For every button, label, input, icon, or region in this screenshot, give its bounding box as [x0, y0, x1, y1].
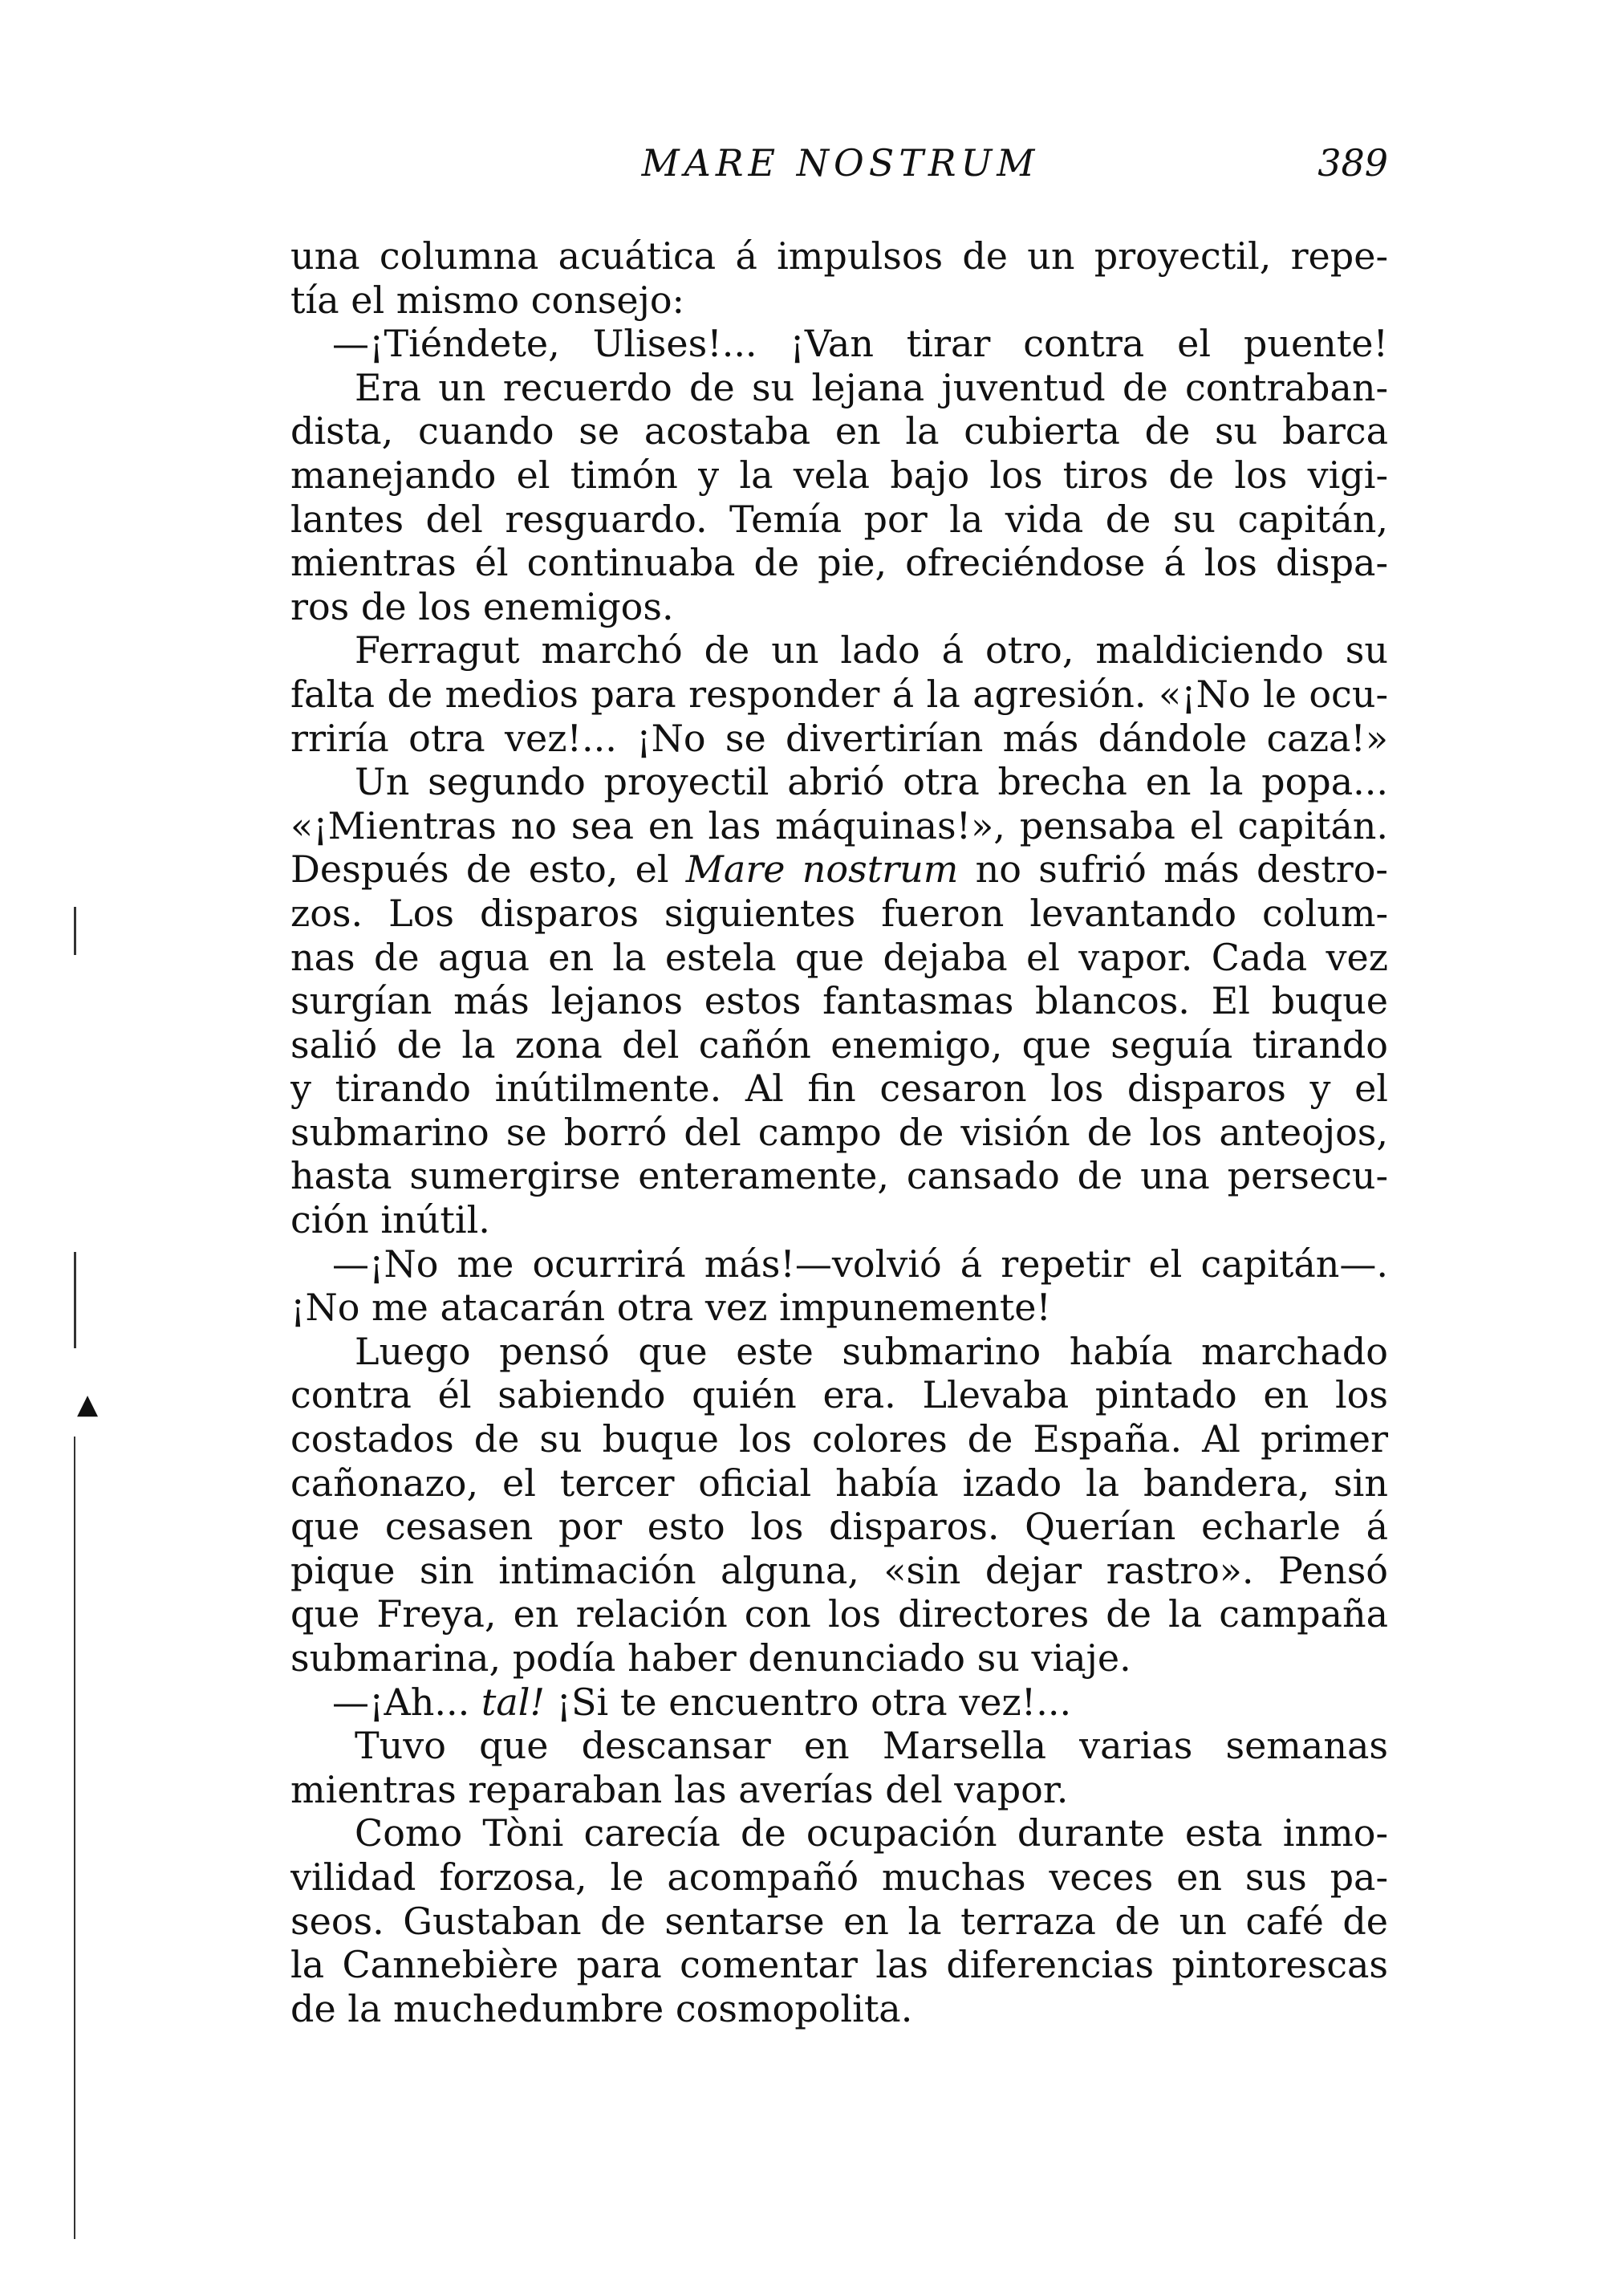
text-line: Como Tòni carecía de ocupación durante esta inmo-	[355, 1811, 1388, 1855]
text-line: tía el mismo consejo:	[290, 278, 685, 322]
italic-segment: tal!	[481, 1680, 545, 1724]
text-line: que cesasen por esto los disparos. Querían echarle á	[290, 1505, 1388, 1549]
page-number: 389	[1317, 141, 1388, 185]
text-line: surgían más lejanos estos fantasmas blancos. El buque	[290, 979, 1388, 1023]
text-line: falta de medios para responder á la agresión. «¡No le ocu-	[290, 672, 1388, 716]
text-line: submarina, podía haber denunciado su viaje.	[290, 1636, 1131, 1680]
text-line: Era un recuerdo de su lejana juventud de contraban-	[355, 365, 1388, 409]
text-line: «¡Mientras no sea en las máquinas!», pensaba el capitán.	[290, 803, 1388, 847]
text-line: contra él sabiendo quién era. Llevaba pintado en los	[290, 1373, 1388, 1417]
running-title: MARE NOSTRUM	[641, 141, 1040, 185]
text-line: seos. Gustaban de sentarse en la terraza de un café de	[290, 1899, 1388, 1943]
text-line: Un segundo proyectil abrió otra brecha en la popa...	[355, 760, 1388, 804]
text-line: lantes del resguardo. Temía por la vida de su capitán,	[290, 497, 1388, 541]
text-line: ¡No me atacarán otra vez impunemente!	[290, 1286, 1051, 1330]
text-line: Luego pensó que este submarino había marchado	[355, 1329, 1388, 1373]
italic-segment: Mare nostrum	[685, 847, 959, 892]
text-segment: —¡Ah...	[332, 1680, 481, 1724]
text-segment: no sufrió más destro-	[958, 847, 1388, 892]
page-header	[293, 135, 1388, 191]
text-line: de la muchedumbre cosmopolita.	[290, 1986, 913, 2030]
text-line: cañonazo, el tercer oficial había izado la bandera, sin	[290, 1461, 1388, 1505]
margin-rule	[74, 1437, 75, 2239]
text-line: costados de su buque los colores de España. Al primer	[290, 1417, 1388, 1461]
text-line: salió de la zona del cañón enemigo, que seguía tirando	[290, 1022, 1388, 1067]
text-line: submarino se borró del campo de visión de los anteojos,	[290, 1110, 1388, 1154]
text-line: nas de agua en la estela que dejaba el vapor. Cada vez	[290, 935, 1388, 979]
margin-rule	[74, 907, 76, 955]
text-line	[290, 847, 1388, 892]
text-line: y tirando inútilmente. Al fin cesaron los disparos y el	[290, 1067, 1388, 1111]
text-line: hasta sumergirse enteramente, cansado de una persecu-	[290, 1154, 1388, 1198]
margin-arrow-icon: ▲	[77, 1388, 99, 1420]
text-line: manejando el timón y la vela bajo los tiros de los vigi-	[290, 453, 1388, 497]
text-line: vilidad forzosa, le acompañó muchas veces en sus pa-	[290, 1855, 1388, 1899]
text-line	[290, 1680, 1388, 1725]
text-line: ción inútil.	[290, 1198, 490, 1242]
text-segment: Después de esto, el	[290, 847, 686, 892]
text-line: ros de los enemigos.	[290, 584, 674, 628]
text-line: —¡No me ocurrirá más!—volvió á repetir el capitán—.	[332, 1242, 1388, 1286]
text-line: mientras reparaban las averías del vapor.	[290, 1767, 1069, 1811]
margin-rule	[74, 1252, 76, 1348]
text-line: —¡Tiéndete, Ulises!... ¡Van tirar contra el puente!	[332, 322, 1388, 366]
text-line: mientras él continuaba de pie, ofreciéndose á los dispa-	[290, 541, 1388, 585]
text-line: Tuvo que descansar en Marsella varias semanas	[355, 1724, 1388, 1768]
text-line: rriría otra vez!... ¡No se divertirían más dándole caza!»	[290, 716, 1388, 760]
body-text	[290, 234, 1388, 2030]
text-line: que Freya, en relación con los directores de la campaña	[290, 1592, 1388, 1636]
text-segment: ¡Si te encuentro otra vez!...	[544, 1680, 1072, 1724]
text-line: pique sin intimación alguna, «sin dejar rastro». Pensó	[290, 1548, 1388, 1592]
text-line: la Cannebière para comentar las diferencias pintorescas	[290, 1943, 1388, 1987]
text-line: una columna acuática á impulsos de un proyectil, repe-	[290, 234, 1388, 278]
text-line: zos. Los disparos siguientes fueron levantando colum-	[290, 891, 1388, 935]
text-line: Ferragut marchó de un lado á otro, maldiciendo su	[355, 628, 1388, 673]
text-line: dista, cuando se acostaba en la cubierta de su barca	[290, 409, 1388, 453]
